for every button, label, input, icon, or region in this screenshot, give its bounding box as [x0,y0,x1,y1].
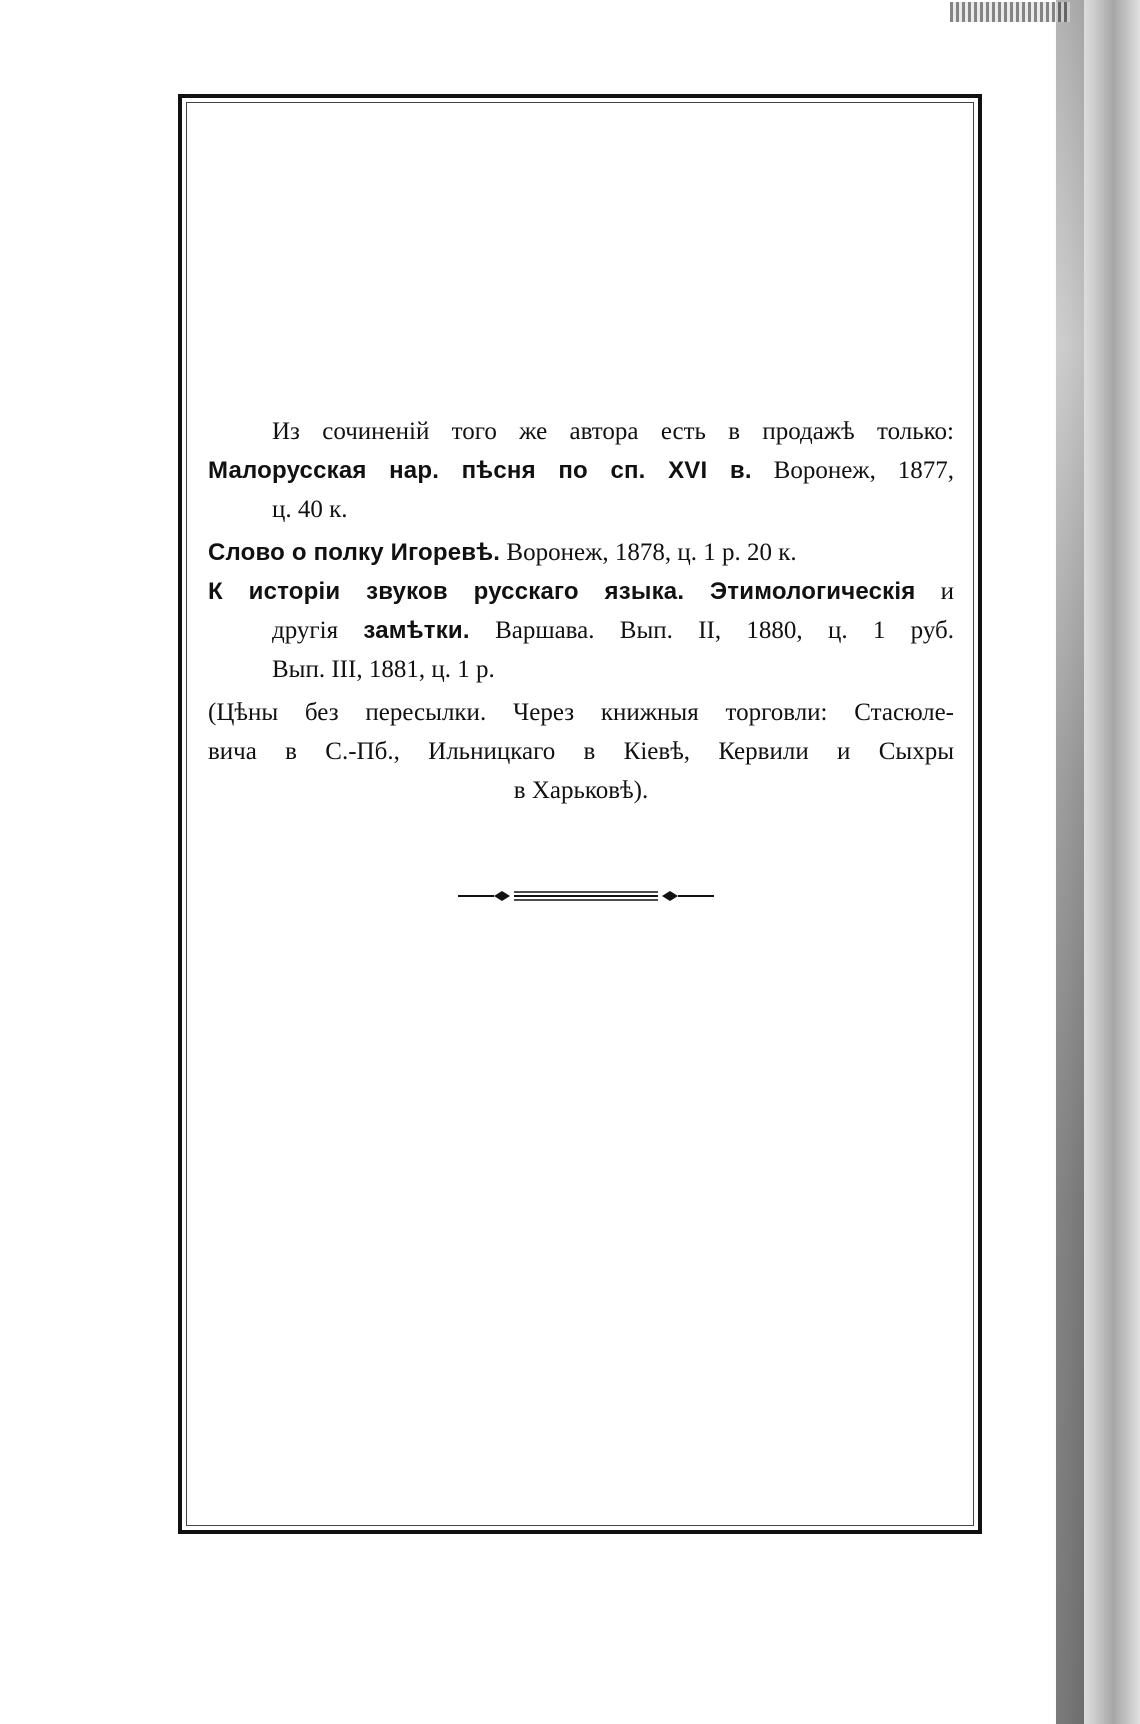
work-1-line-1 [208,451,954,490]
notice-intro: Из сочиненій того же автора есть в продажѣ только: [272,418,954,445]
work-3-title-a: К исторіи звуков русскаго языка. Этимологическія [208,578,916,605]
work-2-place: Воронеж, 1878, ц. 1 р. 20 к. [500,539,797,566]
publications-notice [208,412,954,810]
work-1-line-2: ц. 40 к. [272,496,348,523]
scan-top-mark [950,2,1070,22]
work-3-plain-c: Варшава. Вып. II, 1880, ц. 1 руб. [469,617,954,644]
prices-note-line-1: (Цѣны без пересылки. Через книжныя торговли: Стасюле- [208,699,954,726]
decorative-rule-ornament-icon [458,884,714,908]
scan-binding-edge [1056,0,1084,1724]
work-2-line [208,533,954,572]
work-3-line-1 [208,572,954,611]
work-3-plain-a: и [915,578,954,605]
work-3-line-3: Вып. III, 1881, ц. 1 р. [272,656,495,683]
work-2-title: Слово о полку Игоревѣ. [208,539,501,566]
work-3-line-2 [208,611,954,650]
work-3-plain-b: другія [272,617,364,644]
work-3-title-b: замѣтки. [363,617,470,644]
page-border-frame [178,94,982,1534]
prices-note-line-3: в Харьковѣ). [513,777,649,804]
work-1-place: Воронеж, 1877, [751,457,954,484]
work-1-title: Малорусская нар. пѣсня по сп. XVI в. [208,457,752,484]
prices-note-line-2: вича в С.-Пб., Ильницкаго в Кіевѣ, Кервили и Сыхры [208,738,954,765]
